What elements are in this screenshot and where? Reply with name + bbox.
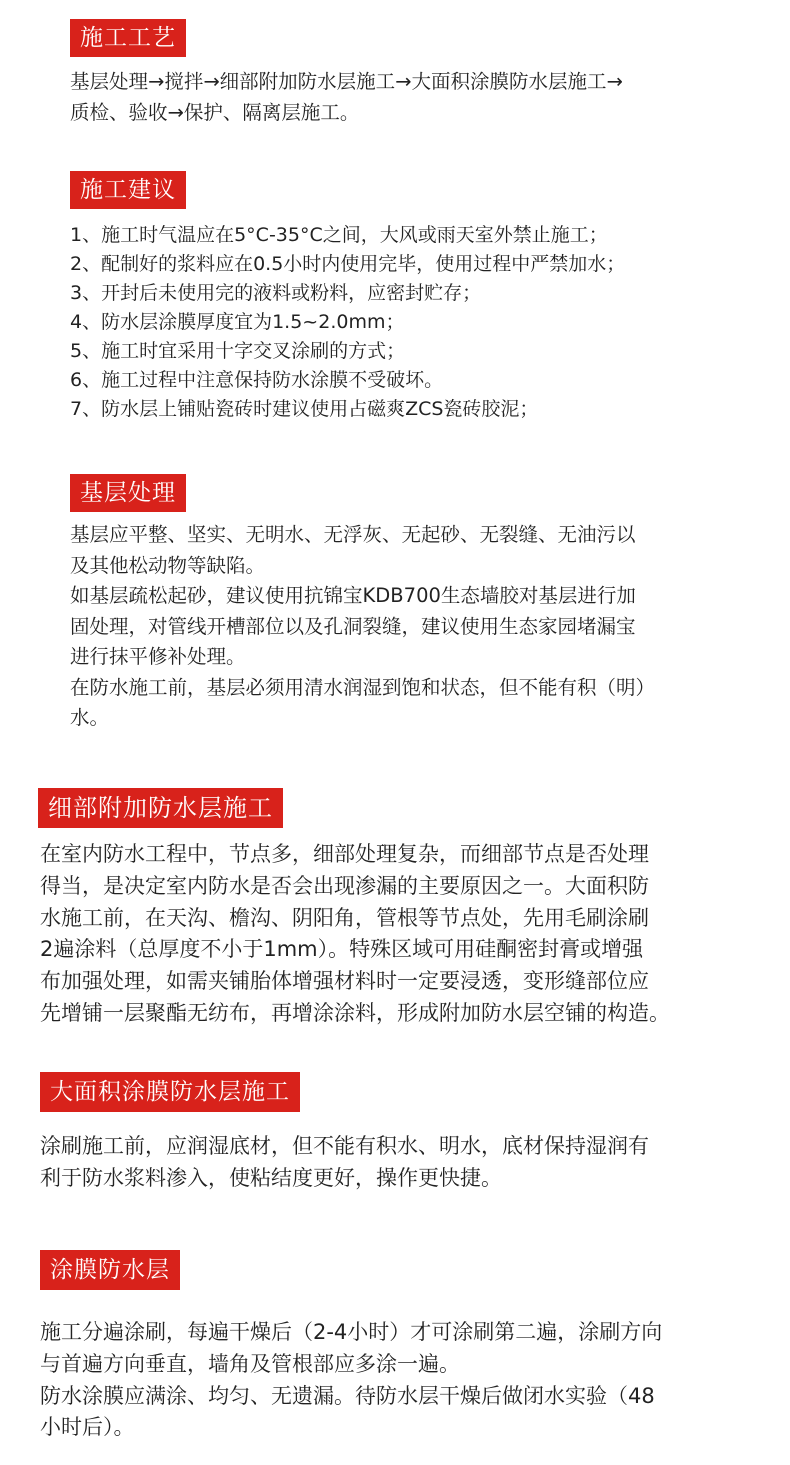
list-item: 3、开封后未使用完的液料或粉料，应密封贮存； [70, 282, 482, 304]
text-line: 2遍涂料（总厚度不小于1mm）。特殊区域可用硅酮密封膏或增强 [40, 937, 644, 962]
section-title-detail-waterproofing: 细部附加防水层施工 [38, 788, 283, 828]
list-item: 2、配制好的浆料应在0.5小时内使用完毕，使用过程中严禁加水； [70, 253, 626, 275]
text-line: 固处理，对管线开槽部位以及孔洞裂缝，建议使用生态家园堵漏宝 [70, 614, 636, 638]
text-line: 水施工前，在天沟、檐沟、阴阳角，管根等节点处，先用毛刷涂刷 [40, 905, 649, 930]
text-line: 利于防水浆料渗入，使粘结度更好，操作更快捷。 [40, 1165, 502, 1190]
list-item: 7、防水层上铺贴瓷砖时建议使用占磁爽ZCS瓷砖胶泥； [70, 398, 539, 420]
section-title-construction-process: 施工工艺 [70, 19, 186, 57]
text-line: 涂刷施工前，应润湿底材，但不能有积水、明水，底材保持湿润有 [40, 1134, 649, 1158]
text-line: 及其他松动物等缺陷。 [70, 553, 266, 577]
coating-layer-text [40, 1317, 662, 1444]
text-line: 布加强处理，如需夹铺胎体增强材料时一定要浸透，变形缝部位应 [40, 969, 649, 994]
text-line: 先增铺一层聚酯无纺布，再增涂涂料，形成附加防水层空铺的构造。 [40, 1000, 670, 1025]
text-line: 得当，是决定室内防水是否会出现渗漏的主要原因之一。大面积防 [40, 873, 649, 898]
construction-advice-list [70, 221, 625, 424]
list-item: 4、防水层涂膜厚度宜为1.5~2.0mm； [70, 311, 405, 333]
list-item: 1、施工时气温应在5°C-35°C之间，大风或雨天室外禁止施工； [70, 224, 608, 246]
text-line: 质检、验收→保护、隔离层施工。 [70, 101, 360, 124]
text-line: 与首遍方向垂直，墙角及管根部应多涂一遍。 [40, 1351, 460, 1376]
text-line: 防水涂膜应满涂、均匀、无遗漏。待防水层干燥后做闭水实验（48 [40, 1383, 655, 1408]
section-title-coating-layer: 涂膜防水层 [40, 1250, 180, 1290]
text-line: 小时后）。 [40, 1415, 135, 1440]
section-title-construction-advice: 施工建议 [70, 171, 186, 209]
list-item: 6、施工过程中注意保持防水涂膜不受破坏。 [70, 369, 444, 391]
detail-waterproofing-text [40, 839, 670, 1030]
text-line: 基层处理→搅拌→细部附加防水层施工→大面积涂膜防水层施工→ [70, 70, 623, 93]
text-line: 施工分遍涂刷，每遍干燥后（2-4小时）才可涂刷第二遍，涂刷方向 [40, 1320, 663, 1344]
text-line: 如基层疏松起砂，建议使用抗锦宝KDB700生态墙胶对基层进行加 [70, 584, 636, 607]
section-title-substrate-treatment: 基层处理 [70, 474, 186, 512]
text-line: 进行抹平修补处理。 [70, 645, 246, 668]
text-line: 在室内防水工程中，节点多，细部处理复杂，而细部节点是否处理 [40, 842, 649, 866]
section-title-large-area-coating: 大面积涂膜防水层施工 [40, 1072, 300, 1112]
list-item: 5、施工时宜采用十字交叉涂刷的方式； [70, 340, 406, 362]
text-line: 基层应平整、坚实、无明水、无浮灰、无起砂、无裂缝、无油污以 [70, 523, 636, 546]
construction-process-text [70, 66, 623, 128]
large-area-coating-text [40, 1131, 649, 1195]
text-line: 水。 [70, 706, 110, 729]
substrate-treatment-text [70, 520, 655, 734]
text-line: 在防水施工前，基层必须用清水润湿到饱和状态，但不能有积（明） [70, 675, 656, 699]
